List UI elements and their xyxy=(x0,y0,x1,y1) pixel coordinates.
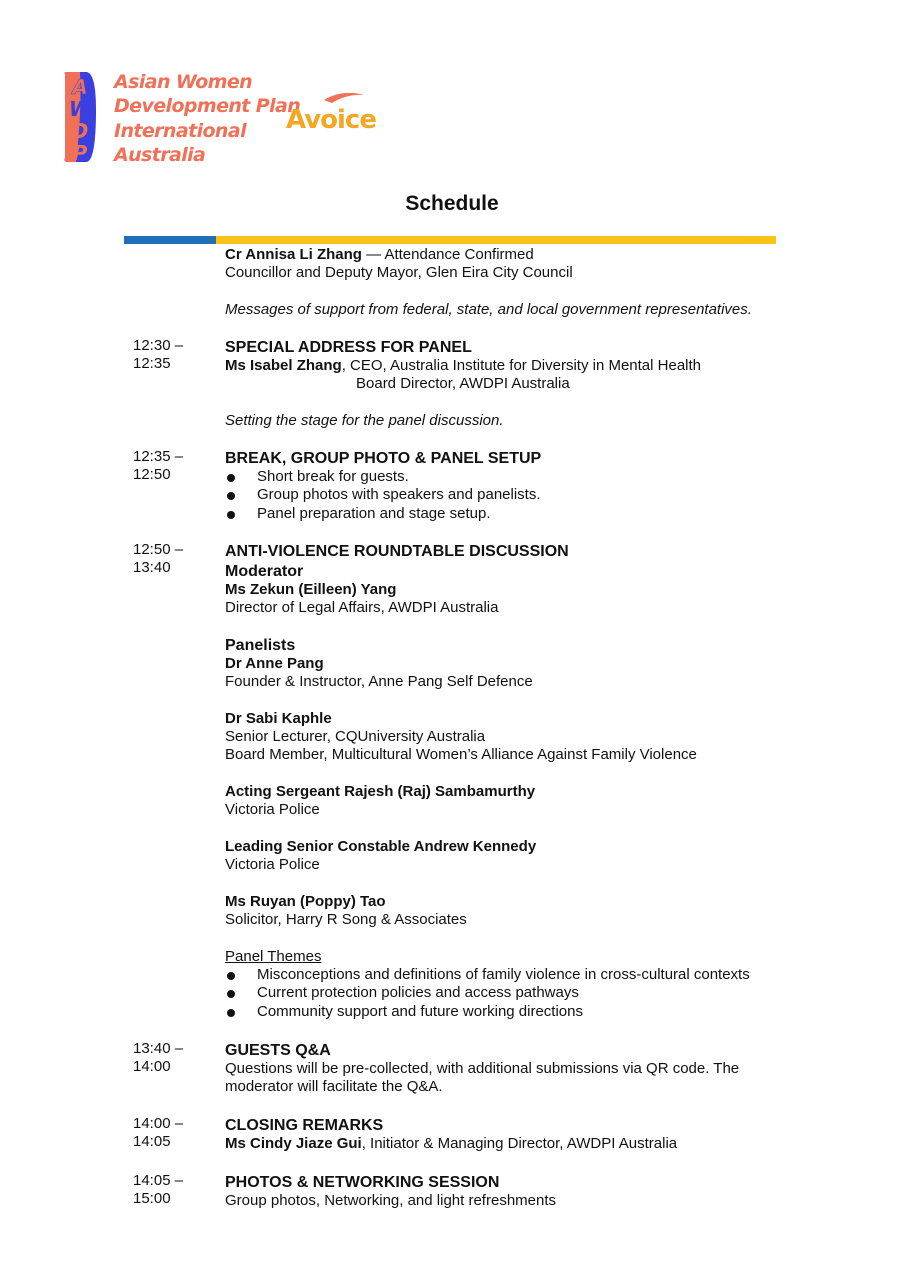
session-networking xyxy=(225,1173,785,1210)
time-slot xyxy=(133,448,213,485)
org-name-line: Australia xyxy=(114,143,206,166)
time-slot xyxy=(133,1115,213,1152)
session-qa xyxy=(225,1041,785,1097)
session-roundtable xyxy=(225,542,785,1021)
session-title: ANTI-VIOLENCE ROUNDTABLE DISCUSSION xyxy=(225,543,569,560)
time-end: 14:00 xyxy=(133,1058,171,1076)
org-name-line: International xyxy=(114,119,246,142)
session-title: SPECIAL ADDRESS FOR PANEL xyxy=(225,339,472,356)
org-name xyxy=(114,70,300,167)
session-closing xyxy=(225,1116,785,1153)
logo-letter-w: W xyxy=(68,97,92,121)
time-slot xyxy=(133,541,213,578)
intro-speaker-line xyxy=(225,246,785,264)
time-start: 13:40 – xyxy=(133,1040,184,1057)
logo-letter-a: A xyxy=(72,75,88,99)
time-start: 12:30 – xyxy=(133,337,184,354)
session-title: GUESTS Q&A xyxy=(225,1042,331,1059)
panelist-name: Ms Ruyan (Poppy) Tao xyxy=(225,892,386,910)
attendance-status: — Attendance Confirmed xyxy=(361,246,534,263)
session-note: Setting the stage for the panel discussion. xyxy=(225,411,504,429)
themes-heading: Panel Themes xyxy=(225,947,322,965)
panelist-role: Founder & Instructor, Anne Pang Self Defence xyxy=(225,673,533,691)
session-text: Group photos, Networking, and light refreshments xyxy=(225,1192,557,1209)
panelist-role: Victoria Police xyxy=(225,801,320,819)
themes-list xyxy=(225,966,785,1021)
speaker-role: , Initiator & Managing Director, AWDPI Australia xyxy=(361,1135,678,1152)
panelist-name: Dr Sabi Kaphle xyxy=(225,709,332,727)
moderator-role: Director of Legal Affairs, AWDPI Australia xyxy=(225,599,499,617)
time-end: 12:50 xyxy=(133,466,171,484)
speaker-line xyxy=(225,1135,785,1153)
logo-letter-d: D xyxy=(71,119,89,143)
list-item: Community support and future working directions xyxy=(225,1003,785,1021)
speaker-name: Ms Cindy Jiaze Gui xyxy=(225,1135,362,1152)
logo-letter-p: P xyxy=(72,141,88,164)
time-slot xyxy=(133,337,213,374)
panelist-role: Senior Lecturer, CQUniversity Australia xyxy=(225,728,486,746)
speaker-name: Cr Annisa Li Zhang xyxy=(225,246,362,263)
awdp-logo xyxy=(62,70,98,164)
org-name-line: Asian Women xyxy=(114,71,253,93)
session-text: Questions will be pre-collected, with additional submissions via QR code. The xyxy=(225,1060,740,1077)
panelist-name: Leading Senior Constable Andrew Kennedy xyxy=(225,837,537,855)
org-name-line: Development Plan xyxy=(114,95,301,118)
session-title: CLOSING REMARKS xyxy=(225,1117,384,1134)
time-end: 14:05 xyxy=(133,1133,171,1151)
support-note: Messages of support from federal, state, and local government representatives. xyxy=(225,300,752,318)
panelist-name: Acting Sergeant Rajesh (Raj) Sambamurthy xyxy=(225,782,536,800)
moderator-name: Ms Zekun (Eilleen) Yang xyxy=(225,581,397,598)
panelists-heading: Panelists xyxy=(225,636,296,654)
time-end: 12:35 xyxy=(133,355,171,373)
session-text: moderator will facilitate the Q&A. xyxy=(225,1078,443,1096)
session-break xyxy=(225,449,785,523)
list-item: Current protection policies and access pathways xyxy=(225,984,785,1002)
moderator-heading: Moderator xyxy=(225,563,304,580)
time-start: 12:35 – xyxy=(133,448,184,465)
time-start: 14:00 – xyxy=(133,1115,184,1132)
time-start: 12:50 – xyxy=(133,541,184,558)
session-title: BREAK, GROUP PHOTO & PANEL SETUP xyxy=(225,450,542,467)
speaker-role: , CEO, Australia Institute for Diversity in Mental Health xyxy=(341,357,702,374)
time-start: 14:05 – xyxy=(133,1172,184,1189)
speaker-line xyxy=(225,357,785,375)
panelist-role: Victoria Police xyxy=(225,856,320,874)
panelist-role: Solicitor, Harry R Song & Associates xyxy=(225,911,467,929)
divider-bar-yellow xyxy=(216,236,776,244)
list-item: Misconceptions and definitions of family violence in cross-cultural contexts xyxy=(225,966,785,984)
divider-bar-blue xyxy=(124,236,216,244)
session-title: PHOTOS & NETWORKING SESSION xyxy=(225,1174,500,1191)
time-slot xyxy=(133,1040,213,1077)
speaker-name: Ms Isabel Zhang xyxy=(225,357,342,374)
session-special-address xyxy=(225,338,785,430)
panelist-role: Board Member, Multicultural Women’s Alliance Against Family Violence xyxy=(225,746,697,764)
page-title: Schedule xyxy=(405,192,499,215)
avoice-wordmark: Avoice xyxy=(286,105,376,134)
speaker-role: Councillor and Deputy Mayor, Glen Eira City Council xyxy=(225,264,573,282)
speaker-role: Board Director, AWDPI Australia xyxy=(356,375,570,393)
panelist-name: Dr Anne Pang xyxy=(225,654,324,672)
time-end: 13:40 xyxy=(133,559,171,577)
list-item: Group photos with speakers and panelists. xyxy=(225,486,785,504)
list-item: Panel preparation and stage setup. xyxy=(225,505,785,523)
avoice-logo xyxy=(284,90,382,134)
bullet-list xyxy=(225,468,785,523)
intro-block xyxy=(225,246,785,319)
time-end: 15:00 xyxy=(133,1190,171,1208)
list-item: Short break for guests. xyxy=(225,468,785,486)
time-slot xyxy=(133,1172,213,1209)
